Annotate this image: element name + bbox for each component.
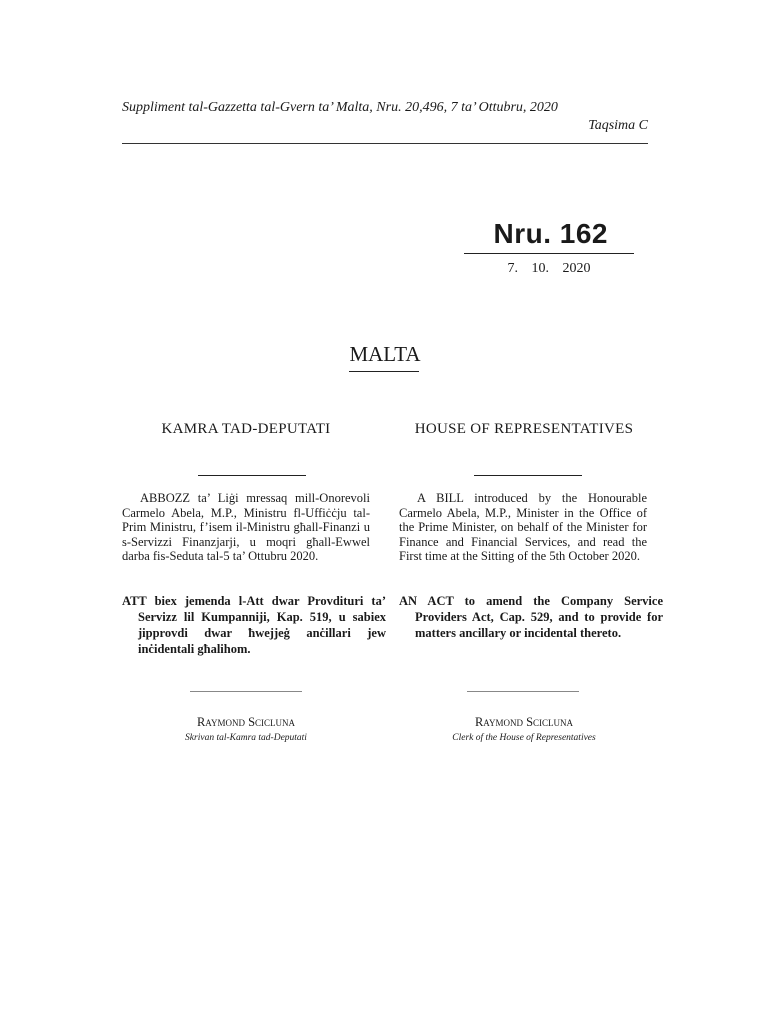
left-heading-rule bbox=[198, 475, 306, 476]
country-title-rule bbox=[349, 371, 419, 372]
right-act-title: AN ACT to amend the Company Service Providers Act, Cap. 529, and to provide for matters ancillary or incidental thereto. bbox=[399, 594, 663, 640]
gazette-header: Suppliment tal-Gazzetta tal-Gvern ta’ Malta, Nru. 20,496, 7 ta’ Ottubru, 2020 bbox=[122, 100, 558, 115]
right-heading-rule bbox=[474, 475, 582, 476]
country-title: MALTA bbox=[349, 342, 421, 366]
left-signatory-name: Raymond Scicluna bbox=[196, 715, 296, 729]
gazette-section: Taqsima C bbox=[588, 118, 648, 133]
right-signature-rule bbox=[467, 691, 579, 692]
right-introduction-paragraph: A BILL introduced by the Honourable Carmelo Abela, M.P., Minister in the Office of the Prime Minister, on behalf of the Minister for Finance and Financial Services, and read the First time at the Sitting of the 5th October 2020. bbox=[399, 491, 647, 564]
left-introduction-paragraph: ABBOZZ ta’ Liġi mressaq mill-Onorevoli Carmelo Abela, M.P., Ministru fl-Uffiċċju tal-Prim Ministru, f’isem il-Ministru għall-Finanzi u s-Servizzi Finanzjarji, u moqri għall-Ewwel darba fis-Seduta tal-5 ta’ Ottubru 2020. bbox=[122, 491, 370, 564]
left-signatory-role: Skrivan tal-Kamra tad-Deputati bbox=[185, 733, 307, 743]
left-signature-rule bbox=[190, 691, 302, 692]
right-signatory-name: Raymond Scicluna bbox=[474, 715, 574, 729]
bill-number-rule bbox=[464, 253, 634, 254]
bill-date: 7. 10. 2020 bbox=[507, 261, 591, 276]
right-signatory-role: Clerk of the House of Representatives bbox=[452, 733, 596, 743]
bill-number: Nru. 162 bbox=[493, 218, 608, 249]
left-column-heading: KAMRA TAD-DEPUTATI bbox=[161, 421, 331, 437]
left-act-title: ATT biex jemenda l-Att dwar Provdituri ta’ Servizz lil Kumpanniji, Kap. 519, u sabiex jipprovdi dwar ħwejjeġ anċillari jew inċidentali għalihom. bbox=[122, 594, 386, 656]
right-column-heading: HOUSE OF REPRESENTATIVES bbox=[414, 421, 634, 437]
header-divider bbox=[122, 143, 648, 144]
